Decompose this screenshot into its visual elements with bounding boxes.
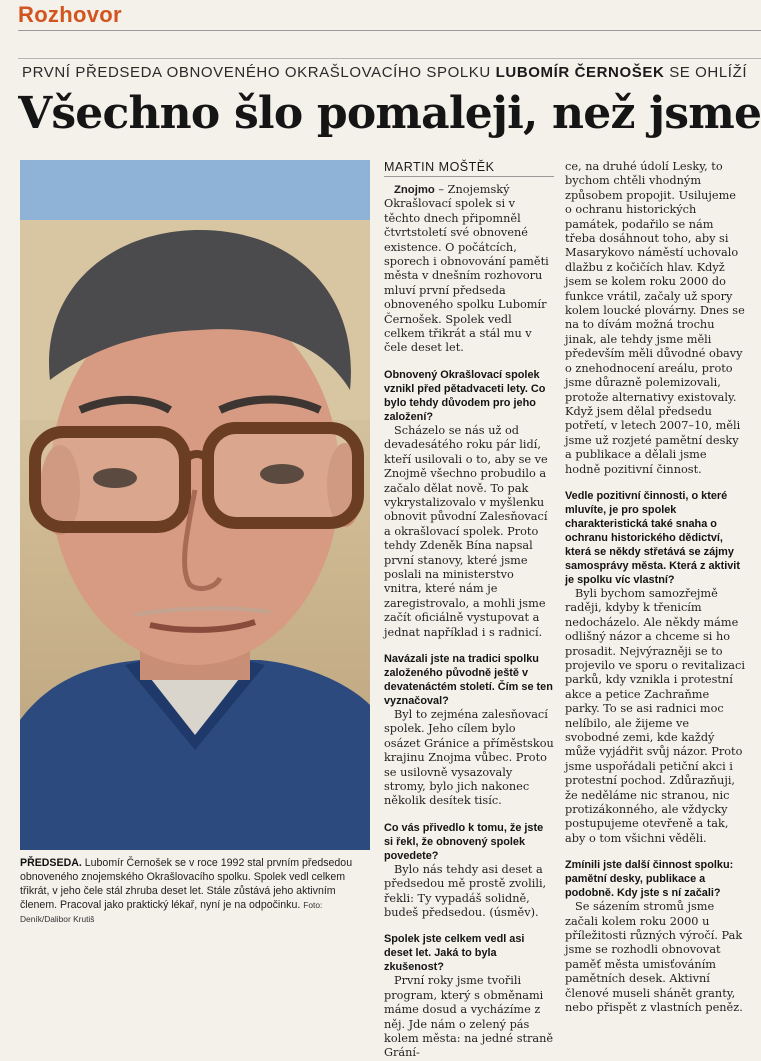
header-divider-secondary	[18, 58, 761, 59]
portrait-illustration	[20, 160, 370, 850]
question-1: Obnovený Okrašlovací spolek vznikl před pětadvaceti lety. Co bylo tehdy důvodem pro jeho založení?	[384, 368, 546, 423]
caption-text: Lubomír Černošek se v roce 1992 stal prvním předsedou obnoveného znojemského Okrašlovacího spolku. Spolek vedl celkem třikrát, v jeho čele stál zhruba deset let. Stále zůstává jeho aktivním členem. Pracoval jako praktický lékař, nyní je na odpočinku.	[20, 857, 353, 911]
portrait-photo	[20, 160, 370, 850]
photo-caption	[20, 856, 372, 926]
answer-2: Byl to zejména zalesňovací spolek. Jeho cílem bylo osázet Gránice a příměstskou krajinu Znojma vůbec. Proto se usilovně vysazovaly stromy, bylo jich nakonec několik desítek tisíc.	[384, 707, 554, 808]
article-lead	[384, 183, 554, 356]
kicker-name: LUBOMÍR ČERNOŠEK	[495, 64, 665, 81]
caption-lead: PŘEDSEDA.	[20, 857, 82, 869]
kicker-post: SE OHLÍŽÍ	[669, 64, 748, 81]
article-column-2	[565, 160, 745, 1016]
byline: MARTIN MOŠTĚK	[384, 160, 554, 177]
eye-left	[93, 468, 137, 488]
headline: Všechno šlo pomaleji, než jsme	[18, 88, 761, 139]
answer-4: První roky jsme tvořili program, který s obměnami máme dosud a vycházíme z něj. Jde nám o zelený pás kolem města: na jedné straně Grání-	[384, 974, 554, 1060]
lead-text: – Znojemský Okrašlovací spolek si v těchto dnech připomněl čtvrtstoletí své obnovené existence. O počátcích, sporech i obnovování paměti města v dnešním rozhovoru mluví první předseda obnoveného spolku Lubomír Černošek. Spolek vedl celkem třikrát a stál mu v čele deset let.	[384, 183, 549, 355]
header-divider	[18, 30, 761, 31]
answer-5: Byli bychom samozřejmě raději, kdyby k třenicím nedocházelo. Ale někdy máme odlišný názor a chceme si ho prosadit. Nejvýrazněji se to projevilo ve sporu o revitalizaci parků, kdy vznikla i protestní akce a petice Zachraňme parky. To se asi radnici moc nelíbilo, ale žijeme ve svobodné zemi, kde každý může vyjádřit svůj názor. Proto jsme uspořádali petiční akci i protestní pochod. Zdůrazňuji, že neděláme nic stranou, nic protizákonného, ale vždycky postupujeme otevřeně a tak, aby o tom všichni věděli.	[565, 586, 745, 845]
article-column-1	[384, 160, 554, 1061]
answer-3: Bylo nás tehdy asi deset a předsedou mě prostě zvolili, řekli: Ty vypadáš solidně, budeš předsedou. (úsměv).	[384, 862, 547, 920]
answer-1: Scházelo se nás už od devadesátého roku pár lidí, kteří usilovali o to, aby se ve Znojmě všechno probudilo a začalo dělat nově. To pak vykrystalizovalo v myšlenku obnovit původní Zalesňovací a okrašlovací spolek. Proto tehdy Zdeněk Bína napsal první stanovy, které jsme poslali na ministerstvo vnitra, které nám je zaregistrovalo, a mohli jsme začít oficiálně vystupovat a jednat například i s radnicí.	[384, 423, 548, 639]
question-6: Zmínili jste další činnost spolku: pamětní desky, publikace a podobně. Kdy jste s ní začali?	[565, 859, 734, 900]
kicker	[22, 64, 747, 81]
question-2: Navázali jste na tradici spolku založeného původně ještě v devatenáctém století. Čím se ten vyznačoval?	[384, 652, 553, 707]
caption-credit: Foto: Deník/Dalibor Krutiš	[20, 900, 323, 924]
photo-sky	[20, 160, 370, 220]
dateline-place: Znojmo	[394, 184, 435, 196]
eye-right	[260, 464, 304, 484]
question-3: Co vás přivedlo k tomu, že jste si řekl, že obnovený spolek povedete?	[384, 821, 544, 862]
kicker-pre: PRVNÍ PŘEDSEDA OBNOVENÉHO OKRAŠLOVACÍHO SPOLKU	[22, 64, 491, 81]
answer-6: Se sázením stromů jsme začali kolem roku 2000 u příležitosti různých výročí. Pak jsme se rozhodli obnovovat paměť města umisťováním pamětních desek. Aktivní členové museli shánět granty, nebo přispět z vlastních peněz.	[565, 900, 743, 1015]
question-4: Spolek jste celkem vedl asi deset let. Jaká to byla zkušenost?	[384, 933, 525, 974]
section-label: Rozhovor	[18, 2, 122, 27]
answer-4-continued: ce, na druhé údolí Lesky, to bychom chtěli vhodným způsobem propojit. Usilujeme o ochranu historických památek, podařilo se nám třeba dosáhnout toho, aby si Masarykovo náměstí uchovalo dlažbu z kočičích hlav. Když jsem se kolem roku 2000 do funkce vrátil, začaly už spory kolem loucké plovárny. Dnes se na to dívám možná trochu jinak, ale tehdy jsme měli především měli důvodné obavy o znehodnocení areálu, proto jsme důrazně polemizovali, protože alternativy existovaly. Když jsem dělal předsedu potřetí, v letech 2007–10, měli jsme už rozjeté pamětní desky a publikace a dělali jsme hodně pozitivní činnost.	[565, 160, 745, 476]
question-5: Vedle pozitivní činnosti, o které mluvíte, je pro spolek charakteristická také snaha o ochranu historického dědictví, která se někdy střetává se zájmy samosprávy města. Která z aktivit je spolku víc vlastní?	[565, 489, 740, 586]
